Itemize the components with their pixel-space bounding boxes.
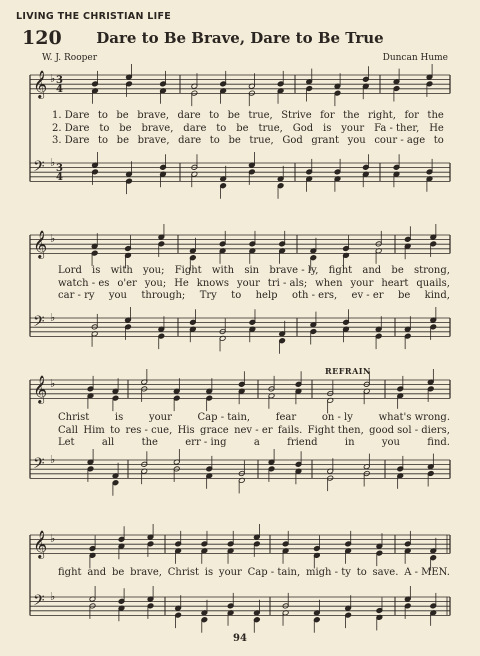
lyric-syllable: you; [143,265,165,276]
lyric-syllable: brave, [137,110,170,121]
lyric-syllable: be [391,265,404,276]
hymn-title: Dare to Be Brave, Dare to Be True [96,29,384,47]
lyric-syllable: Christ [167,567,199,578]
lyric-syllable: brave, [137,135,170,146]
lyric-line [52,135,444,146]
lyric-syllable: you [108,290,128,301]
lyric-syllable: to [99,122,110,134]
hymn-number: 120 [22,27,62,49]
lyric-syllable: Christ [58,412,90,423]
composer-credit: Duncan Hume [382,53,448,63]
lyric-syllable: He [429,122,444,134]
lyric-syllable: strong, [413,265,450,276]
lyric-line [52,110,444,121]
lyricist-credit: W. J. Rooper [42,53,98,63]
lyric-syllable: when [315,277,343,289]
section-label: LIVING THE CHRISTIAN LIFE [16,11,172,22]
bass-clef-icon: 𝄢 [33,313,45,334]
lyric-syllable: God [282,135,303,146]
lyric-syllable: be [228,135,241,146]
lyric-syllable: true, [248,110,273,121]
lyric-syllable: good sol - diers, [369,424,450,436]
lyric-syllable: fails. [277,424,303,436]
lyric-syllable: and [362,265,382,276]
lyric-syllable: grant [311,135,339,146]
lyric-syllable: be [227,110,240,121]
lyric-syllable: is [323,122,332,134]
lyric-syllable: cour - age [374,135,426,146]
lyric-syllable: Fight [174,265,202,276]
lyric-syllable: your [148,412,172,423]
lyric-syllable: dare [177,110,201,121]
lyric-syllable: help [255,290,278,301]
lyric-syllable: your [236,277,260,289]
lyric-syllable: is [114,412,124,423]
lyric-syllable: to [110,424,121,436]
key-signature-flat-icon: ♭ [50,590,56,603]
lyric-syllable: Let [58,437,75,448]
treble-clef-icon: 𝄞 [33,530,48,558]
lyric-syllable: true, [249,135,274,146]
time-signature: 3 [56,163,63,174]
lyric-syllable: dare [183,122,207,134]
lyric-syllable: true, [258,122,283,134]
lyric-syllable: migh - ty [305,567,351,578]
lyric-syllable: to [356,567,367,578]
lyric-syllable: be [116,135,129,146]
lyric-line [52,123,444,134]
lyric-line [58,265,450,276]
lyric-syllable: for [404,110,419,121]
lyric-syllable: kind, [424,290,450,301]
key-signature-flat-icon: ♭ [50,453,56,466]
lyric-syllable: to [209,135,220,146]
lyric-syllable: is [204,567,214,578]
key-signature-flat-icon: ♭ [50,311,56,324]
bass-clef-icon: 𝄢 [33,592,45,613]
lyric-syllable: ev - er [351,290,384,301]
lyric-syllable: watch - es [58,277,110,289]
lyric-syllable: dare [178,135,202,146]
lyric-line [58,437,450,448]
lyric-syllable: find. [427,437,450,448]
treble-clef-icon: 𝄞 [33,375,48,403]
lyric-syllable: 1. Dare [52,110,90,121]
lyric-syllable: through; [141,290,186,301]
lyric-syllable: quails, [416,277,450,289]
key-signature-flat-icon: ♭ [50,532,56,545]
lyric-syllable: brave - ly, [269,265,319,276]
lyric-line [58,290,450,301]
lyric-syllable: Try [199,290,217,301]
lyric-syllable: brave, [141,122,174,134]
lyric-syllable: 3. Dare [52,135,90,146]
lyric-syllable: in [344,437,355,448]
lyric-line [58,425,450,436]
lyric-syllable: nev - er [234,424,273,436]
lyric-syllable: o'er [117,277,137,289]
key-signature-flat-icon: ♭ [50,232,56,245]
lyric-syllable: your [341,122,365,134]
lyric-syllable: and [87,567,107,578]
lyric-syllable: a [253,437,260,448]
bass-clef-icon: 𝄢 [33,455,45,476]
lyric-syllable: be [236,122,249,134]
lyric-syllable: Cap - tain, [247,567,301,578]
lyric-syllable: to [216,122,227,134]
lyric-syllable: to [97,110,108,121]
time-signature: 3 [56,75,63,86]
lyric-syllable: you; [144,277,167,289]
lyric-syllable: your [218,567,242,578]
key-signature-flat-icon: ♭ [50,156,56,169]
lyric-syllable: tri - als; [267,277,308,289]
lyric-line [58,278,450,289]
lyric-syllable: be [397,290,411,301]
lyric-syllable: He [174,277,189,289]
lyric-syllable: heart [381,277,409,289]
lyric-syllable: the [427,110,444,121]
lyric-syllable: Fight then, [307,424,364,436]
lyric-syllable: for [320,110,335,121]
treble-clef-icon: 𝄞 [33,70,48,98]
lyric-syllable: fight [328,265,353,276]
lyric-syllable: to [209,110,220,121]
lyric-syllable: res - cue, [125,424,173,436]
lyric-syllable: Him [83,424,105,436]
refrain-label: REFRAIN [325,366,371,376]
lyric-syllable: your [350,277,374,289]
key-signature-flat-icon: ♭ [50,72,56,85]
lyric-syllable: to [433,135,444,146]
lyric-syllable: be [116,110,129,121]
lyric-syllable: to [231,290,242,301]
lyric-syllable: oth - ers, [291,290,338,301]
bass-clef-icon: 𝄢 [33,158,45,179]
lyric-syllable: Cap - tain, [197,412,251,423]
lyric-syllable: Strive [281,110,312,121]
lyric-syllable: err - ing [185,437,227,448]
time-signature: 4 [56,84,63,95]
lyric-syllable: God [292,122,314,134]
lyric-syllable: grace [200,424,229,436]
lyric-syllable: the [141,437,158,448]
lyric-syllable: fear [275,412,297,423]
lyric-syllable: friend [287,437,318,448]
lyric-syllable: knows [196,277,229,289]
lyric-syllable: His [177,424,195,436]
lyric-syllable: Call [58,424,79,436]
lyric-syllable: A - MEN. [404,567,450,578]
key-signature-flat-icon: ♭ [50,377,56,390]
lyric-syllable: you [347,135,366,146]
lyric-syllable: car - ry [58,290,95,301]
lyric-syllable: brave, [130,567,162,578]
lyric-syllable: on - ly [321,412,353,423]
lyric-line [58,412,450,423]
lyric-syllable: with [211,265,235,276]
lyric-syllable: right, [367,110,396,121]
lyric-syllable: be [119,122,132,134]
lyric-syllable: Lord [58,265,82,276]
lyric-syllable: Fa - ther, [374,122,420,134]
lyric-syllable: with [110,265,133,276]
lyric-syllable: you [381,437,400,448]
lyric-syllable: be [111,567,125,578]
lyric-syllable: 2. Dare [52,122,90,134]
lyric-syllable: to [98,135,109,146]
lyric-syllable: what's wrong. [378,412,450,423]
lyric-line [58,567,450,578]
treble-clef-icon: 𝄞 [33,230,48,258]
lyric-syllable: save. [372,567,399,578]
lyric-syllable: fight [58,567,82,578]
lyric-syllable: sin [244,265,260,276]
lyric-syllable: the [343,110,360,121]
lyric-syllable: all [101,437,115,448]
time-signature: 4 [56,172,63,183]
lyric-syllable: is [92,265,101,276]
page-number: 94 [233,633,247,644]
